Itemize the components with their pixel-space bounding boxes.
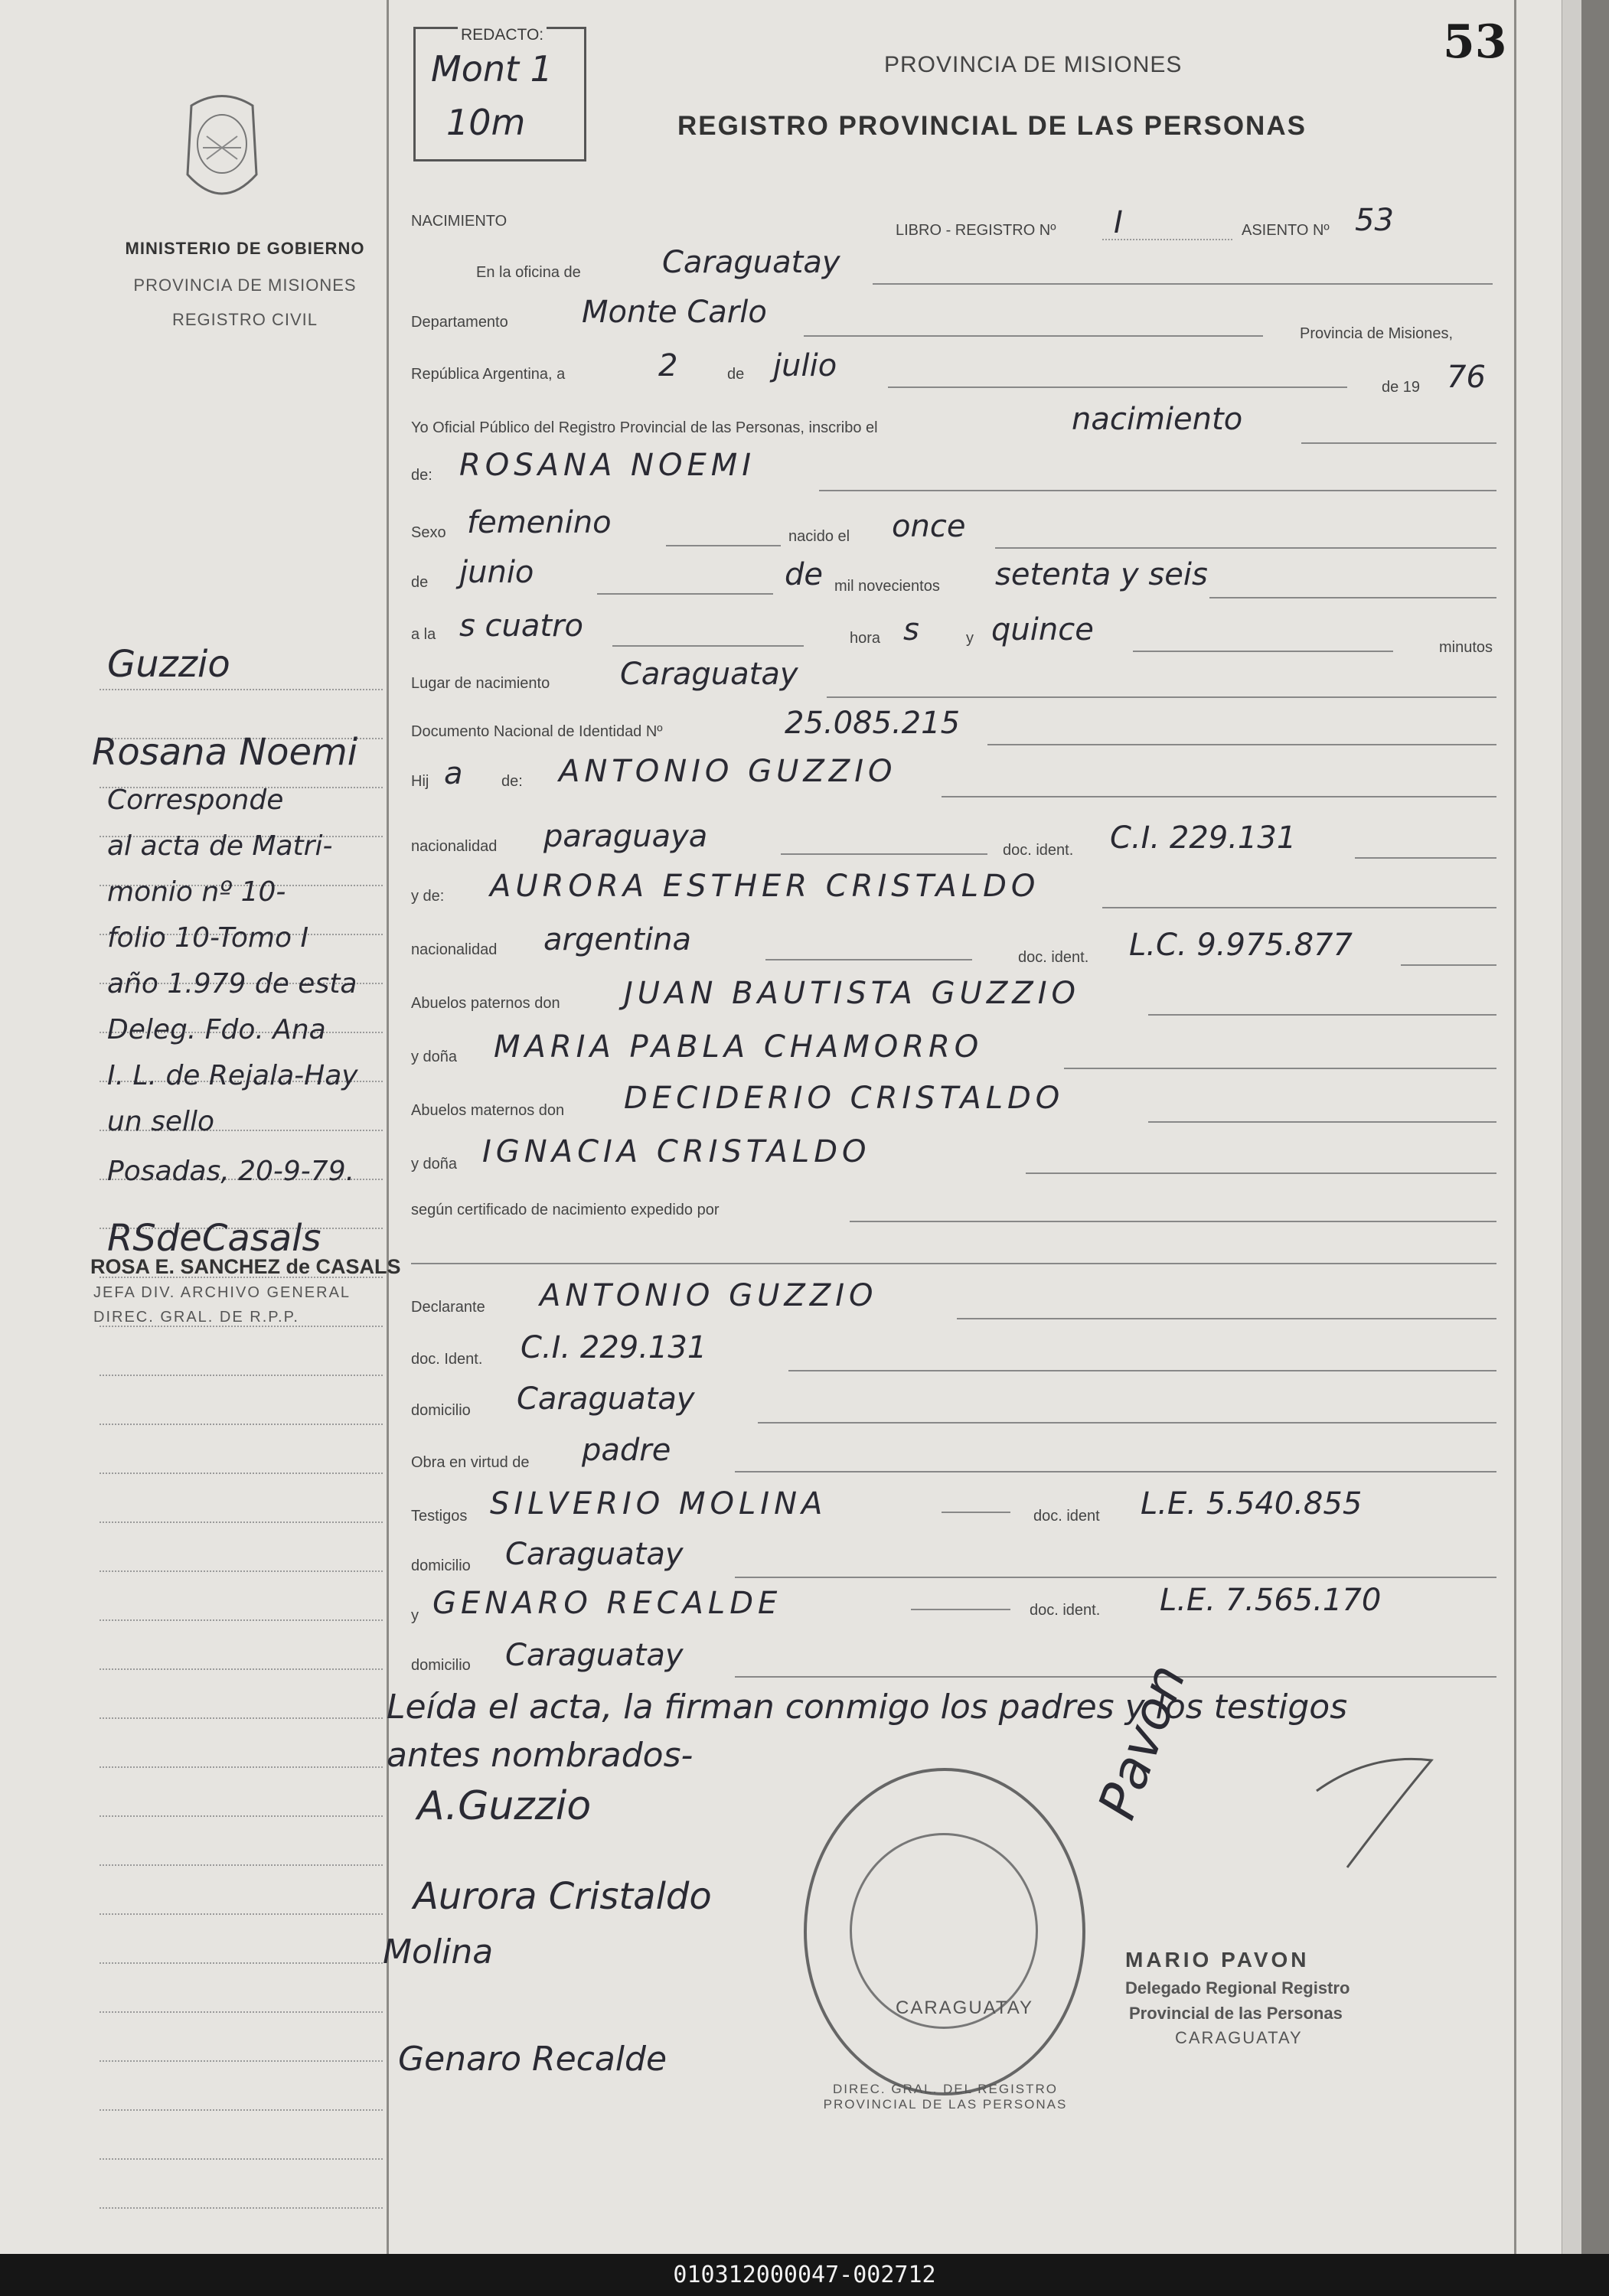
oficina-label: En la oficina de <box>476 264 581 281</box>
redacto-label: REDACTO: <box>458 26 547 44</box>
margin-note-line: al acta de Matri- <box>107 830 333 862</box>
lugar-line <box>827 696 1496 698</box>
officer-stamp-line1: Delegado Regional Registro <box>1125 1978 1350 1998</box>
margin-surname: Guzzio <box>107 643 230 686</box>
sexo-line <box>666 545 781 546</box>
closing-line1: Leída el acta, la firman conmigo los padres y los testigos <box>387 1688 1348 1727</box>
page-edge <box>1562 0 1581 2254</box>
abuela-p-value: MARIA PABLA CHAMORRO <box>494 1029 984 1065</box>
left-margin-rule-line <box>100 1424 383 1425</box>
abuela-m-line <box>1026 1172 1496 1174</box>
province-heading: PROVINCIA DE MISIONES <box>884 52 1183 77</box>
segun-line <box>850 1221 1496 1222</box>
oficina-line <box>873 283 1493 285</box>
hija-label: Hij <box>411 773 429 790</box>
declarante-value: ANTONIO GUZZIO <box>540 1278 878 1313</box>
de-mil-label: de <box>785 557 823 592</box>
sexo-label: Sexo <box>411 524 446 541</box>
signature-witness1: Molina <box>383 1932 494 1971</box>
anio-value: 76 <box>1447 360 1486 395</box>
y-label2: y <box>411 1607 419 1624</box>
dni-value: 25.085.215 <box>785 706 961 741</box>
docident-line <box>788 1370 1496 1371</box>
left-margin-rule-line <box>100 1717 383 1719</box>
nac-madre-value: argentina <box>543 922 691 957</box>
de-label3: de <box>411 574 429 591</box>
departamento-value: Monte Carlo <box>582 295 767 330</box>
de-label4: de: <box>501 773 523 790</box>
nacido-label: nacido el <box>788 528 850 545</box>
signature-officer: Pavon <box>1087 1656 1199 1828</box>
officer-stamp-line2: Provincial de las Personas <box>1129 2004 1343 2023</box>
left-margin-rule-line <box>100 689 383 690</box>
nombre-line <box>819 490 1496 491</box>
domicilio-label2: domicilio <box>411 1557 471 1574</box>
page-number: 53 <box>1443 15 1507 69</box>
libro-label: LIBRO - REGISTRO Nº <box>896 222 1056 239</box>
mes-value: julio <box>773 348 837 383</box>
nac-padre-line <box>781 853 987 855</box>
left-margin-rule-line <box>100 1962 383 1964</box>
nac-madre-line <box>765 959 972 960</box>
docident-label: doc. Ident. <box>411 1351 483 1368</box>
officer-stamp-name: MARIO PAVON <box>1125 1948 1310 1971</box>
testigo1-doc: L.E. 5.540.855 <box>1141 1486 1363 1521</box>
ydona-label2: y doña <box>411 1156 458 1172</box>
signature-witness2: Genaro Recalde <box>398 2040 667 2079</box>
margin-note-line: Deleg. Fdo. Ana <box>107 1014 326 1045</box>
doc-label3: doc. ident <box>1033 1508 1100 1525</box>
obra-label: Obra en virtud de <box>411 1454 530 1471</box>
obra-line <box>735 1471 1496 1473</box>
nac-label: nacionalidad <box>411 838 498 855</box>
left-margin-rule-line <box>100 2207 383 2209</box>
mes-nac-line <box>597 593 773 595</box>
testigo1-dom: Caraguatay <box>505 1537 684 1572</box>
margin-note-line: I. L. de Rejala-Hay <box>107 1060 358 1091</box>
domicilio-label: domicilio <box>411 1402 471 1419</box>
round-stamp-inner-text: CARAGUATAY <box>896 1998 1034 2018</box>
doc-madre-value: L.C. 9.975.877 <box>1129 928 1353 963</box>
margin-note-line: un sello <box>107 1106 215 1137</box>
scan-id-footer: 010312000047-002712 <box>0 2254 1609 2296</box>
doc-label2: doc. ident. <box>1018 949 1089 966</box>
declarante-label: Declarante <box>411 1299 485 1316</box>
madre-line <box>1102 907 1496 908</box>
oficina-value: Caraguatay <box>662 245 840 280</box>
left-margin-rule-line <box>100 1521 383 1523</box>
dia-value: 2 <box>658 348 678 383</box>
testigo1-value: SILVERIO MOLINA <box>490 1486 827 1521</box>
doc-label4: doc. ident. <box>1030 1602 1101 1619</box>
nacido-line <box>995 547 1496 549</box>
nac-label2: nacionalidad <box>411 941 498 958</box>
asiento-value: 53 <box>1355 203 1394 238</box>
alas-value: s cuatro <box>459 608 584 644</box>
left-margin-rule-line <box>100 1766 383 1768</box>
doc-madre-line <box>1401 964 1496 966</box>
abuela-m-value: IGNACIA CRISTALDO <box>482 1134 871 1169</box>
left-margin-rule-line <box>100 2060 383 2062</box>
nacido-value: once <box>892 509 966 544</box>
oficial-label: Yo Oficial Público del Registro Provincial de las Personas, inscribo el <box>411 419 878 436</box>
left-margin-rule-line <box>100 2158 383 2160</box>
anio-nac-value: setenta y seis <box>995 557 1208 592</box>
abuelo-p-line <box>1148 1014 1496 1016</box>
lugar-value: Caraguatay <box>620 657 798 692</box>
left-margin-rule-line <box>100 1864 383 1866</box>
republica-label: República Argentina, a <box>411 366 566 383</box>
hora-value: s <box>903 612 919 647</box>
alas-line <box>612 645 804 647</box>
domicilio-value: Caraguatay <box>517 1381 695 1417</box>
padre-value: ANTONIO GUZZIO <box>559 754 897 789</box>
testigo2-doc: L.E. 7.565.170 <box>1160 1583 1382 1618</box>
left-margin-rule-line <box>100 1913 383 1915</box>
testigo1-dom-line <box>735 1577 1496 1578</box>
margin-note-line: folio 10-Tomo I <box>107 922 309 954</box>
left-margin-rule-line <box>100 2109 383 2111</box>
oficial-line <box>1301 442 1496 444</box>
margin-stamp-name: ROSA E. SANCHEZ de CASALS <box>90 1255 401 1278</box>
minutos-label: minutos <box>1439 639 1493 656</box>
provincia-label: Provincia de Misiones, <box>1300 325 1454 342</box>
libro-value: I <box>1114 205 1123 240</box>
left-margin-rule-line <box>100 1570 383 1572</box>
redacto-line1: Mont 1 <box>431 48 553 90</box>
doc-padre-value: C.I. 229.131 <box>1110 820 1297 856</box>
right-margin-rule <box>1514 0 1516 2254</box>
left-margin-rule-line <box>100 1815 383 1817</box>
margin-stamp-role2: DIREC. GRAL. DE R.P.P. <box>93 1309 299 1326</box>
left-margin-rule-line <box>100 1619 383 1621</box>
oficial-value: nacimiento <box>1072 402 1243 437</box>
abuelo-p-value: JUAN BAUTISTA GUZZIO <box>624 976 1080 1011</box>
dni-line <box>987 744 1496 745</box>
margin-signature: RSdeCasals <box>107 1217 321 1260</box>
fecha-line <box>888 386 1347 388</box>
domicilio-label3: domicilio <box>411 1657 471 1674</box>
nombre-value: ROSANA NOEMI <box>459 448 756 483</box>
signature-flourish <box>1301 1745 1439 1875</box>
abuelos-p-label: Abuelos paternos don <box>411 995 560 1012</box>
mil-label: mil novecientos <box>834 578 940 595</box>
dni-label: Documento Nacional de Identidad Nº <box>411 723 663 740</box>
padre-line <box>942 796 1496 797</box>
redacto-box <box>413 27 586 161</box>
testigo2-line <box>911 1609 1010 1610</box>
departamento-line <box>804 335 1263 337</box>
sexo-value: femenino <box>467 505 612 540</box>
testigo1-line <box>942 1512 1010 1513</box>
obra-value: padre <box>582 1433 671 1468</box>
testigo2-dom-line <box>735 1676 1496 1678</box>
signature-father: A.Guzzio <box>417 1783 592 1829</box>
de-label2: de: <box>411 467 432 484</box>
abuelo-m-line <box>1148 1121 1496 1123</box>
coat-of-arms-icon <box>176 90 268 213</box>
registry-heading: REGISTRO PROVINCIAL DE LAS PERSONAS <box>677 111 1307 141</box>
doc-padre-line <box>1355 857 1496 859</box>
abuelos-m-label: Abuelos maternos don <box>411 1102 565 1119</box>
left-margin-rule-line <box>100 1473 383 1474</box>
officer-stamp-line3: CARAGUATAY <box>1175 2028 1303 2047</box>
anio-nac-line <box>1209 597 1496 598</box>
asiento-label: ASIENTO Nº <box>1242 222 1330 239</box>
margin-note-line: año 1.979 de esta <box>107 968 357 1000</box>
departamento-label: Departamento <box>411 314 508 331</box>
docident-value: C.I. 229.131 <box>521 1330 707 1365</box>
margin-note-line: Corresponde <box>107 784 284 816</box>
libro-line <box>1102 239 1232 240</box>
signature-mother: Aurora Cristaldo <box>413 1875 712 1918</box>
madre-value: AURORA ESTHER CRISTALDO <box>490 869 1040 904</box>
minutos-value: quince <box>991 612 1094 647</box>
margin-stamp-role1: JEFA DIV. ARCHIVO GENERAL <box>93 1284 351 1301</box>
doc-label: doc. ident. <box>1003 842 1074 859</box>
round-stamp-text: DIREC. GRAL. DEL REGISTRO PROVINCIAL DE LAS PERSONAS <box>823 2082 1068 2112</box>
mes-nac-value: junio <box>459 555 534 590</box>
left-margin-rule-line <box>100 2011 383 2013</box>
minutos-line <box>1133 651 1393 652</box>
testigo2-dom: Caraguatay <box>505 1638 684 1673</box>
testigo2-value: GENARO RECALDE <box>432 1586 782 1621</box>
de-label: de <box>727 366 745 383</box>
nac-padre-value: paraguaya <box>543 819 708 854</box>
y-label: y <box>966 630 974 647</box>
left-margin-rule <box>387 0 389 2254</box>
civil-registry-label: REGISTRO CIVIL <box>171 310 318 329</box>
margin-note-line: monio nº 10- <box>107 876 286 908</box>
abuelo-m-value: DECIDERIO CRISTALDO <box>624 1081 1065 1116</box>
left-margin-rule-line <box>100 1375 383 1376</box>
domicilio-line <box>758 1422 1496 1424</box>
abuela-p-line <box>1064 1068 1496 1069</box>
nacimiento-label: NACIMIENTO <box>411 213 508 230</box>
margin-note-line: Posadas, 20-9-79. <box>107 1156 355 1187</box>
alas-label: a la <box>411 626 436 643</box>
lugar-label: Lugar de nacimiento <box>411 675 550 692</box>
left-province-label: PROVINCIA DE MISIONES <box>133 276 357 295</box>
closing-line2: antes nombrados- <box>387 1736 694 1775</box>
ydona-label: y doña <box>411 1049 458 1065</box>
declarante-line <box>957 1318 1496 1319</box>
left-margin-rule-line <box>100 1668 383 1670</box>
margin-name: Rosana Noemi <box>92 731 358 774</box>
redacto-line2: 10m <box>446 102 526 143</box>
segun-label: según certificado de nacimiento expedido por <box>411 1202 720 1218</box>
yde-label: y de: <box>411 888 445 905</box>
testigos-label: Testigos <box>411 1508 468 1525</box>
de-anio-label: de 19 <box>1382 379 1421 396</box>
ministry-label: MINISTERIO DE GOBIERNO <box>125 239 365 258</box>
hija-value: a <box>444 756 463 791</box>
segun-line2 <box>411 1263 1496 1264</box>
hora-label: hora <box>850 630 881 647</box>
